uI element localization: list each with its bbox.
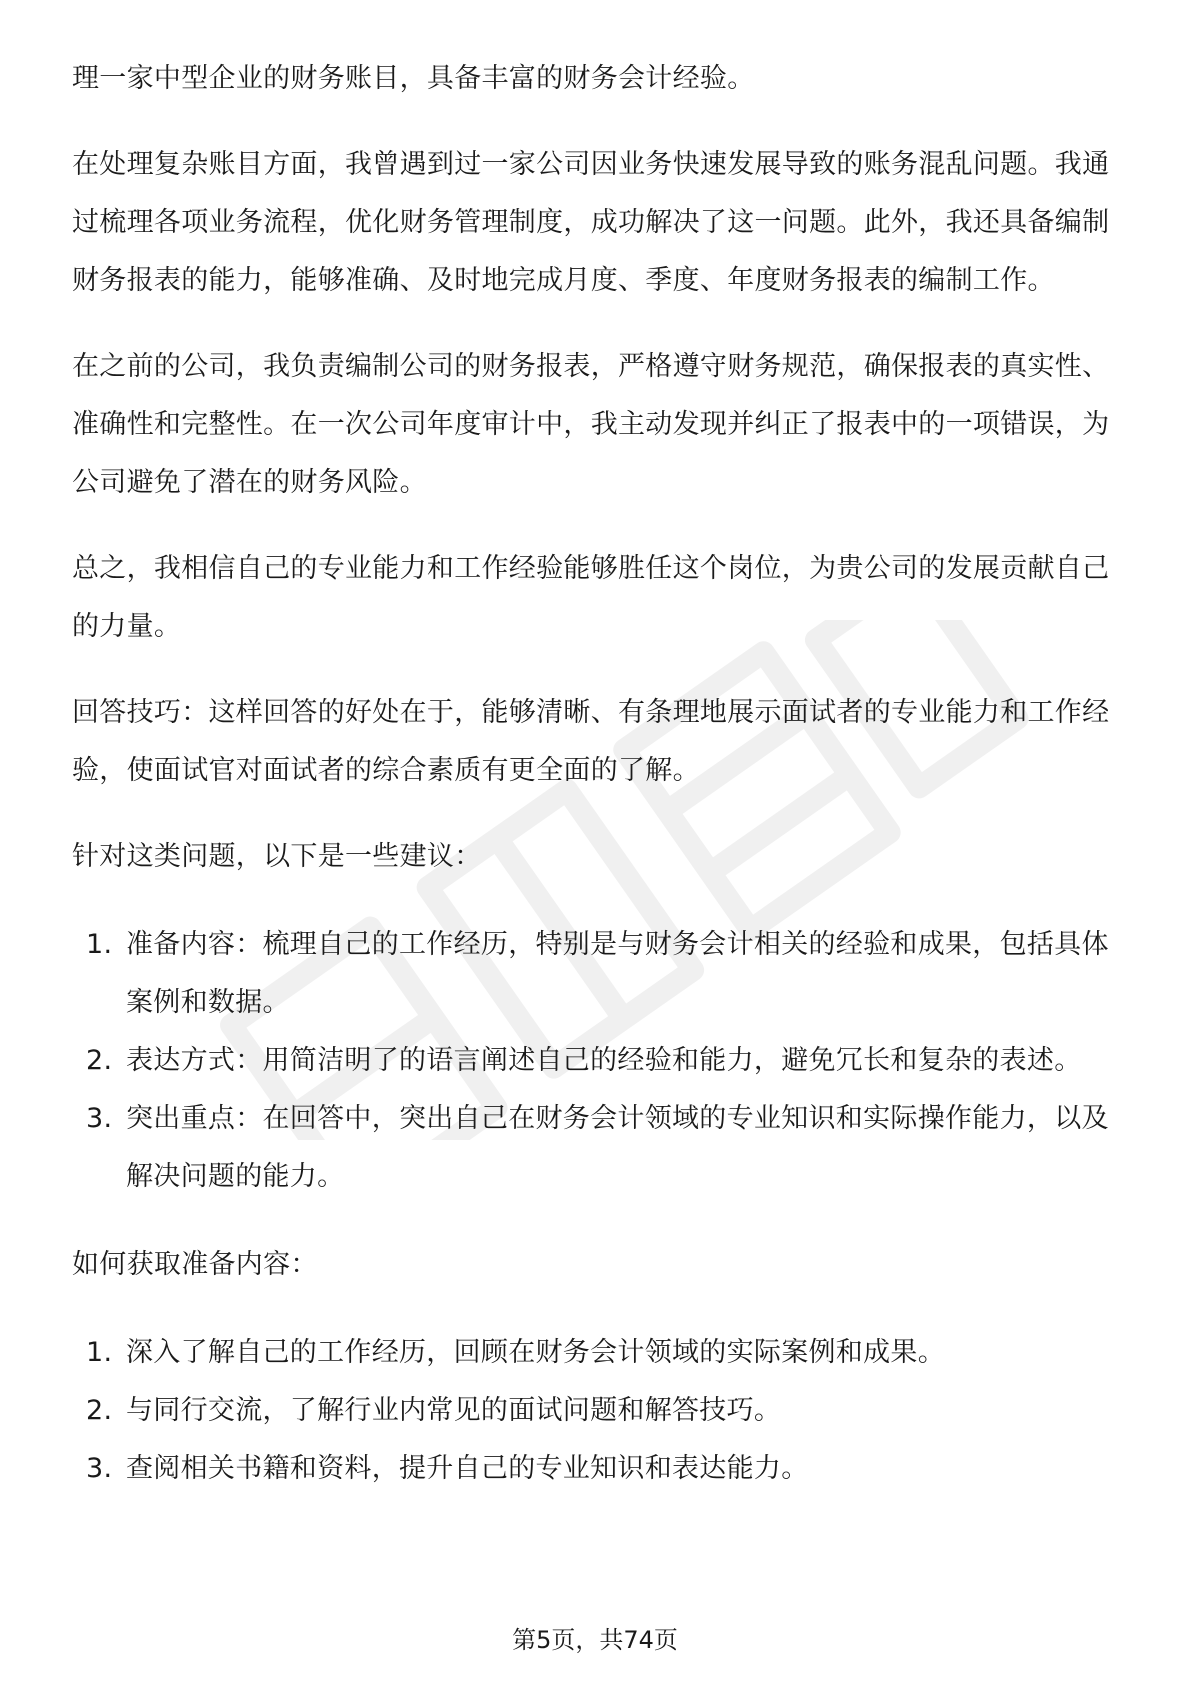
- document-page: [72, 50, 1122, 1528]
- paragraph-answer-tips: 回答技巧：这样回答的好处在于，能够清晰、有条理地展示面试者的专业能力和工作经验，使面试官对面试者的综合素质有更全面的了解。: [72, 697, 1110, 786]
- list-item-text: 准备内容：梳理自己的工作经历，特别是与财务会计相关的经验和成果，包括具体案例和数据。: [126, 929, 1109, 1018]
- paragraph-how-to-prepare: 如何获取准备内容：: [72, 1249, 318, 1280]
- list-item: [72, 1440, 1122, 1498]
- list-item: [72, 916, 1122, 1032]
- list-item-text: 查阅相关书籍和资料，提升自己的专业知识和表达能力。: [126, 1453, 809, 1484]
- list-item-text: 与同行交流，了解行业内常见的面试问题和解答技巧。: [126, 1395, 782, 1426]
- list-number: 1.: [86, 929, 113, 960]
- preparation-list: [72, 1324, 1122, 1498]
- paragraph-previous-company: 在之前的公司，我负责编制公司的财务报表，严格遵守财务规范，确保报表的真实性、准确性和完整性。在一次公司年度审计中，我主动发现并纠正了报表中的一项错误，为公司避免了潜在的财务风险。: [72, 351, 1110, 498]
- page-number-footer: 第5页，共74页: [512, 1626, 678, 1654]
- list-number: 2.: [86, 1045, 113, 1076]
- list-item: [72, 1090, 1122, 1206]
- list-item-text: 深入了解自己的工作经历，回顾在财务会计领域的实际案例和成果。: [126, 1337, 945, 1368]
- list-number: 3.: [86, 1103, 113, 1134]
- paragraph-continuation: 理一家中型企业的财务账目，具备丰富的财务会计经验。: [72, 63, 755, 94]
- paragraph-conclusion: 总之，我相信自己的专业能力和工作经验能够胜任这个岗位，为贵公司的发展贡献自己的力量。: [72, 553, 1110, 642]
- list-item-text: 表达方式：用简洁明了的语言阐述自己的经验和能力，避免冗长和复杂的表述。: [126, 1045, 1082, 1076]
- paragraph-suggestions-intro: 针对这类问题，以下是一些建议：: [72, 841, 482, 872]
- list-number: 1.: [86, 1337, 113, 1368]
- paragraph-complex-accounts: 在处理复杂账目方面，我曾遇到过一家公司因业务快速发展导致的账务混乱问题。我通过梳理各项业务流程，优化财务管理制度，成功解决了这一问题。此外，我还具备编制财务报表的能力，能够准确、及时地完成月度、季度、年度财务报表的编制工作。: [72, 149, 1110, 296]
- list-number: 3.: [86, 1453, 113, 1484]
- list-item-text: 突出重点：在回答中，突出自己在财务会计领域的专业知识和实际操作能力，以及解决问题的能力。: [126, 1103, 1109, 1192]
- list-item: [72, 1032, 1122, 1090]
- list-item: [72, 1324, 1122, 1382]
- list-number: 2.: [86, 1395, 113, 1426]
- suggestions-list: [72, 916, 1122, 1206]
- list-item: [72, 1382, 1122, 1440]
